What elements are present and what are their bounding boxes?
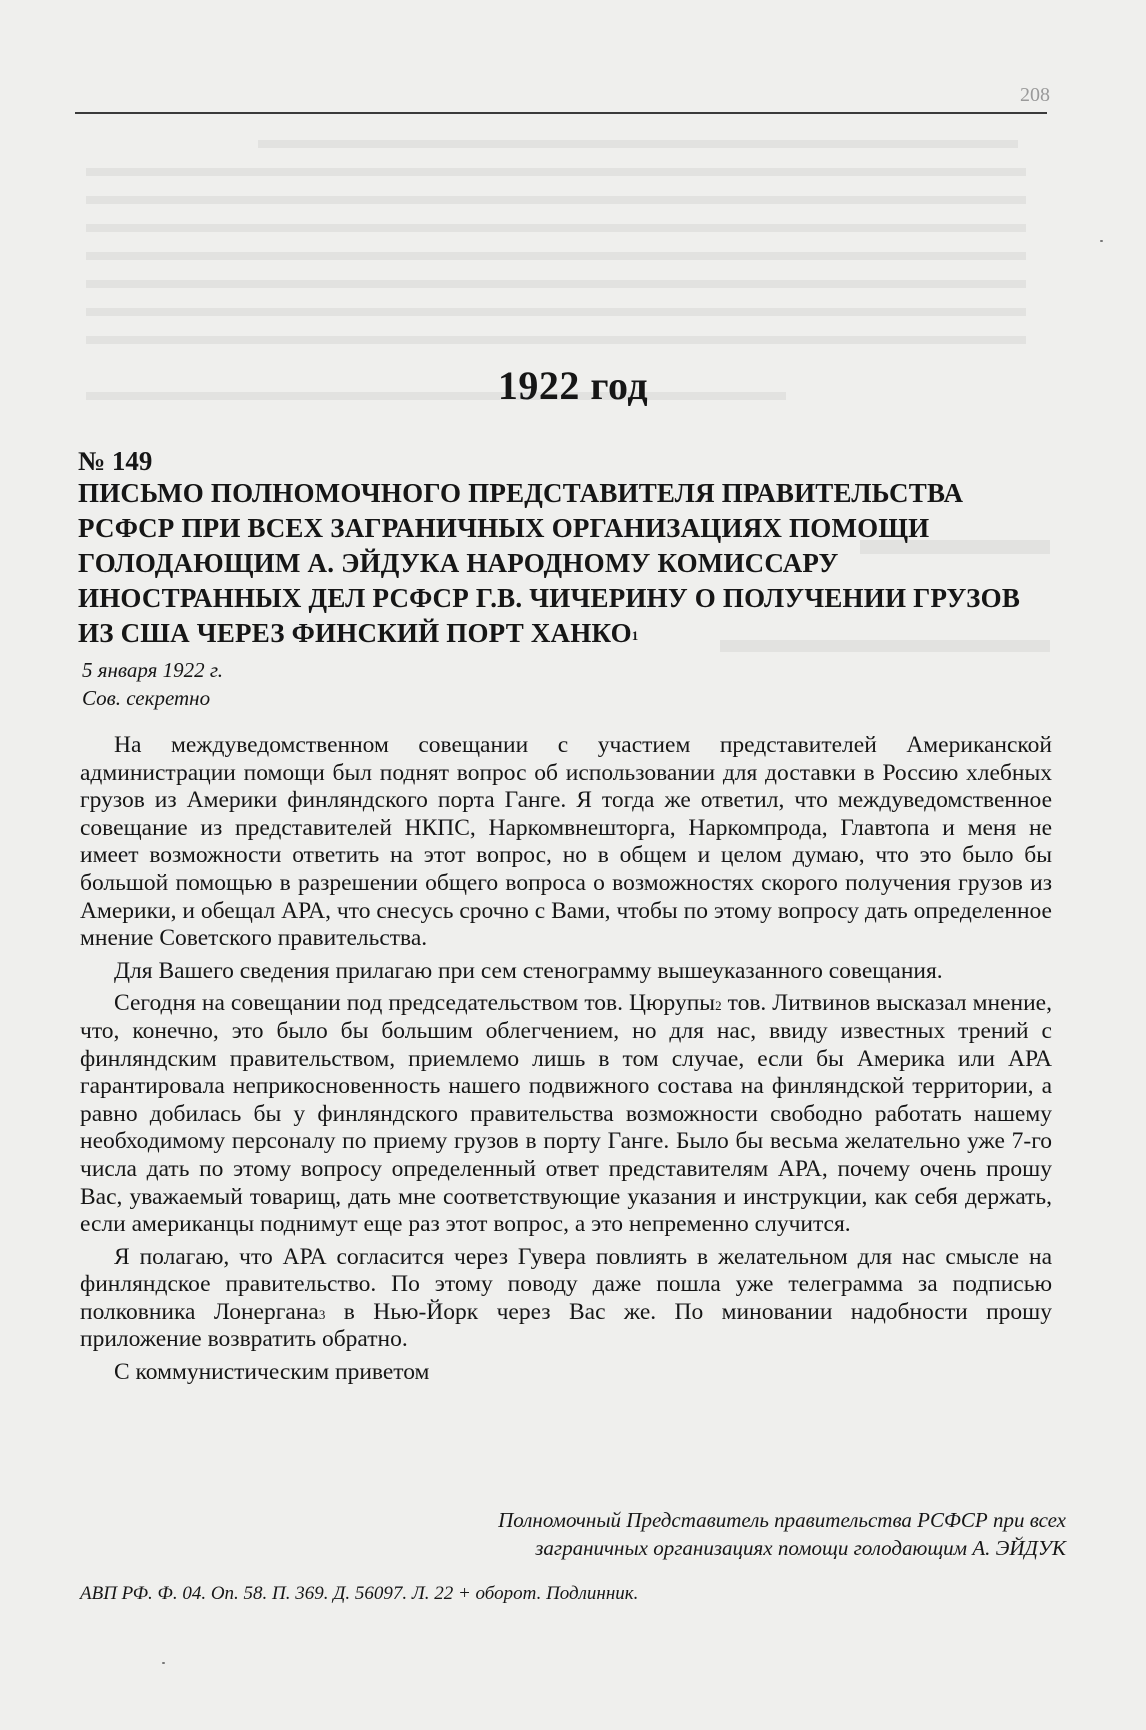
closing-salutation: С коммунистическим приветом [114,1359,430,1386]
bleed-line [86,280,1026,306]
paragraph-text: тов. Литвинов высказал мнение, что, конечно, это было бы большим облегчением, но для нас, ввиду известных трений с финляндским правительством, приемлемо лишь в том случае, если бы Америка или АРА гарантировала неприкосновенность нашего подвижного состава на финляндской территории, а равно добилась бы у финляндского правительства возможности свободно работать нашему необходимому персоналу по приему грузов в порту Ганге. Было бы весьма желательно уже 7-го числа дать по этому вопросу определенный ответ представителям АРА, почему очень прошу Вас, уважаемый товарищ, дать мне соответствующие указания и инструкции, как себя держать, если американцы поднимут еще раз этот вопрос, а это непременно случится. [80,990,1052,1238]
document-meta [82,656,223,712]
bleed-line [86,196,1026,222]
paragraph [80,990,1052,1238]
bleed-line [86,252,1026,278]
bleed-line [258,140,1018,166]
document-title-text: ПИСЬМО ПОЛНОМОЧНОГО ПРЕДСТАВИТЕЛЯ ПРАВИТЕЛЬСТВА РСФСР ПРИ ВСЕХ ЗАГРАНИЧНЫХ ОРГАНИЗАЦИЯХ ПОМОЩИ ГОЛОДАЮЩИМ А. ЭЙДУКА НАРОДНОМУ КОМИССАРУ ИНОСТРАННЫХ ДЕЛ РСФСР Г.В. ЧИЧЕРИНУ О ПОЛУЧЕНИИ ГРУЗОВ ИЗ США ЧЕРЕЗ ФИНСКИЙ ПОРТ ХАНКО [78,478,1021,648]
bleed-line [86,336,1026,362]
paragraph [80,1244,1052,1354]
footnote-marker: 1 [631,628,639,643]
document-number: № 149 [78,446,153,476]
paragraph: На междуведомственном совещании с участием представителей Американской администрации помощи был поднят вопрос об использовании для доставки в Россию хлебных грузов из Америки финляндского порта Ганге. Я тогда же ответил, что междуведомственное совещание из представителей НКПС, Наркомвнешторга, Наркомпрода, Главтопа и меня не имеет возможности ответить на этот вопрос, но в общем и целом думаю, что это было бы большой помощью в разрешении общего вопроса о возможностях скорого получения грузов из Америки, и обещал АРА, что снесусь срочно с Вами, чтобы по этому вопросу дать определенное мнение Советского правительства. [80,732,1052,952]
letter-body [80,732,1052,1387]
signature-line: Полномочный Представитель правительства РСФСР при всех [498,1508,1066,1532]
bleed-line [86,308,1026,334]
paragraph-text: Сегодня на совещании под председательством тов. Цюрупы [114,990,716,1017]
paragraph-text: Я полагаю, что АРА согласится через Гувера повлиять в желательном для нас смысле на финляндское правительство. По этому поводу даже пошла уже телеграмма за подписью полковника Лонергана [80,1243,1052,1325]
signature-line: заграничных организациях помощи голодающим А. ЭЙДУК [535,1536,1066,1560]
classification-label: Сов. секретно [82,686,211,710]
signature-block [300,1506,1066,1562]
section-year-heading: 1922 год [497,363,649,408]
page-number: 208 [1020,84,1050,106]
archive-reference: АВП РФ. Ф. 04. Оп. 58. П. 369. Д. 56097. Л. 22 + оборот. Подлинник. [80,1583,639,1604]
bleed-line [86,224,1026,250]
document-title [78,476,1058,651]
bleed-line [86,168,1026,194]
paragraph-text: в Нью-Йорк через Вас же. По миновании надобности прошу приложение возвратить обратно. [80,1298,1052,1353]
footnote-marker: 3 [318,1306,326,1322]
scan-speck [1100,240,1103,242]
paragraph: Для Вашего сведения прилагаю при сем стенограмму вышеуказанного совещания. [114,957,943,984]
scan-speck [162,1662,165,1664]
document-date: 5 января 1922 г. [82,658,224,682]
footnote-marker: 2 [715,998,722,1014]
